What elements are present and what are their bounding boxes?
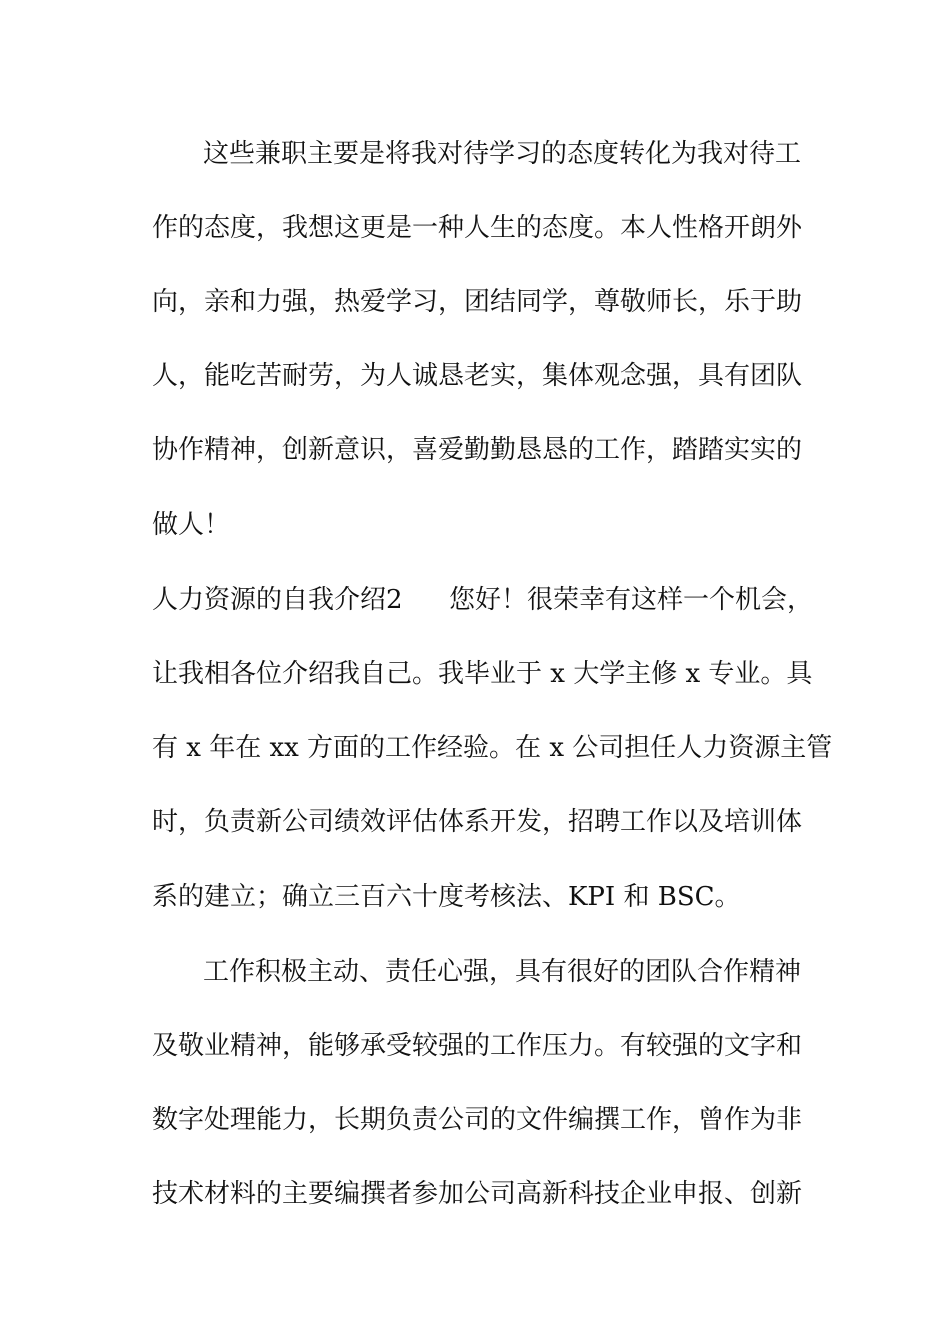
paragraph-1-line-1: 这些兼职主要是将我对待学习的态度转化为我对待工 xyxy=(203,139,802,169)
paragraph-1-line-2: 作的态度，我想这更是一种人生的态度。本人性格开朗外 xyxy=(152,213,803,243)
paragraph-2-line-2: 让我相各位介绍我自己。我毕业于 x 大学主修 x 专业。具 xyxy=(152,659,813,689)
paragraph-2-line-3: 有 x 年在 xx 方面的工作经验。在 x 公司担任人力资源主管 xyxy=(152,733,833,763)
paragraph-1-line-3: 向，亲和力强，热爱学习，团结同学，尊敬师长，乐于助 xyxy=(152,287,803,317)
paragraph-3-line-4: 技术材料的主要编撰者参加公司高新科技企业申报、创新 xyxy=(152,1179,803,1209)
paragraph-1-line-6: 做人！ xyxy=(152,510,231,540)
section-heading: 人力资源的自我介绍2 xyxy=(152,585,403,615)
paragraph-1-line-4: 人，能吃苦耐劳，为人诚恳老实，集体观念强，具有团队 xyxy=(152,361,803,391)
section-heading-row xyxy=(152,580,814,620)
paragraph-3-line-1: 工作积极主动、责任心强，具有很好的团队合作精神 xyxy=(203,957,802,987)
paragraph-3-line-2: 及敬业精神，能够承受较强的工作压力。有较强的文字和 xyxy=(152,1031,803,1061)
paragraph-2-line-4: 时，负责新公司绩效评估体系开发，招聘工作以及培训体 xyxy=(152,807,803,837)
paragraph-2-line-1: 您好！很荣幸有这样一个机会， xyxy=(449,585,814,615)
paragraph-3-line-3: 数字处理能力，长期负责公司的文件编撰工作，曾作为非 xyxy=(152,1105,803,1135)
paragraph-2-line-5: 系的建立；确立三百六十度考核法、KPI 和 BSC。 xyxy=(152,882,741,912)
paragraph-1-line-5: 协作精神，创新意识，喜爱勤勤恳恳的工作，踏踏实实的 xyxy=(152,435,803,465)
